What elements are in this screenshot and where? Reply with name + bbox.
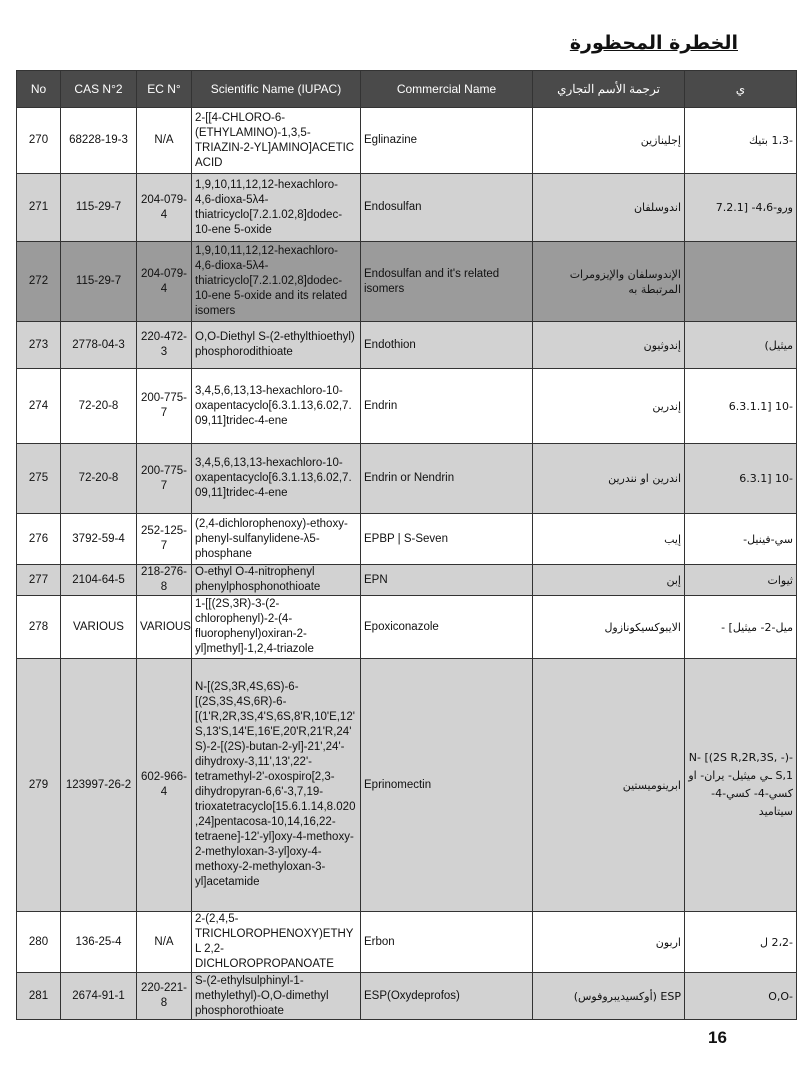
cell-ec: VARIOUS	[137, 596, 192, 659]
cell-arabic-name: اندوسلفان	[533, 174, 685, 242]
cell-scientific-name: 1,9,10,11,12,12-hexachloro-4,6-dioxa-5λ4-thiatricyclo[7.2.1.02,8]dodec-10-ene 5-oxide and its related isomers	[192, 242, 361, 322]
cell-scientific-name: (2,4-dichlorophenoxy)-ethoxy-phenyl-sulfanylidene-λ5-phosphane	[192, 514, 361, 565]
cell-no: 280	[17, 912, 61, 973]
table-row	[17, 596, 797, 659]
cell-ec: 204-079-4	[137, 242, 192, 322]
cell-ec: N/A	[137, 912, 192, 973]
cell-cas: 2104-64-5	[61, 565, 137, 596]
cell-cut-text: -10 [6.3.1.1	[685, 369, 797, 444]
header-no: No	[17, 71, 61, 108]
header-cut-column: ي	[685, 71, 797, 108]
cell-cas: 136-25-4	[61, 912, 137, 973]
cell-cut-text: ميل-2- ميثيل] -	[685, 596, 797, 659]
cell-arabic-name: ESP (أوكسيديبروفوس)	[533, 973, 685, 1020]
cell-scientific-name: 3,4,5,6,13,13-hexachloro-10-oxapentacyclo[6.3.1.13,6.02,7.09,11]tridec-4-ene	[192, 444, 361, 514]
table-row	[17, 322, 797, 369]
table-row	[17, 444, 797, 514]
header-arabic-name: ترجمة الأسم التجاري	[533, 71, 685, 108]
cell-cut-text: -O,O	[685, 973, 797, 1020]
cell-cut-text: -10 [6.3.1	[685, 444, 797, 514]
cell-no: 274	[17, 369, 61, 444]
cell-cas: 2778-04-3	[61, 322, 137, 369]
cell-arabic-name: الايبوكسيكونازول	[533, 596, 685, 659]
table-row	[17, 369, 797, 444]
cell-commercial-name: Eprinomectin	[361, 659, 533, 912]
cell-cas: 2674-91-1	[61, 973, 137, 1020]
cell-cut-text: -2،2 ل	[685, 912, 797, 973]
cell-no: 273	[17, 322, 61, 369]
cell-no: 277	[17, 565, 61, 596]
cell-commercial-name: Endrin or Nendrin	[361, 444, 533, 514]
cell-scientific-name: 2-(2,4,5-TRICHLOROPHENOXY)ETHYL 2,2-DICHLOROPROPANOATE	[192, 912, 361, 973]
table-row	[17, 659, 797, 912]
cell-scientific-name: O-ethyl O-4-nitrophenyl phenylphosphonothioate	[192, 565, 361, 596]
cell-cut-text: سي-فينيل-	[685, 514, 797, 565]
cell-scientific-name: 1,9,10,11,12,12-hexachloro-4,6-dioxa-5λ4-thiatricyclo[7.2.1.02,8]dodec-10-ene 5-oxide	[192, 174, 361, 242]
cell-cas: 72-20-8	[61, 369, 137, 444]
header-cas: CAS N°2	[61, 71, 137, 108]
cell-arabic-name: إجلينازين	[533, 108, 685, 174]
cell-arabic-name: اندرين او نندرين	[533, 444, 685, 514]
cell-cut-text: ورو-4،6- [7.2.1	[685, 174, 797, 242]
cell-no: 276	[17, 514, 61, 565]
table-header-row	[17, 71, 797, 108]
cell-commercial-name: Endosulfan	[361, 174, 533, 242]
cell-cut-text: -(N- [(2S R,2R,3S, -S,1 ـي ميثيل- يران- او كسي-4- كسي-4- سيتاميد	[685, 659, 797, 912]
cell-no: 279	[17, 659, 61, 912]
cell-ec: 220-221-8	[137, 973, 192, 1020]
cell-arabic-name: إيب	[533, 514, 685, 565]
cell-scientific-name: 1-[[(2S,3R)-3-(2-chlorophenyl)-2-(4-fluorophenyl)oxiran-2-yl]methyl]-1,2,4-triazole	[192, 596, 361, 659]
cell-no: 271	[17, 174, 61, 242]
cell-ec: 200-775-7	[137, 369, 192, 444]
header-ec: EC N°	[137, 71, 192, 108]
cell-cut-text: -1،3 بتيك	[685, 108, 797, 174]
cell-commercial-name: Erbon	[361, 912, 533, 973]
cell-arabic-name: إندرين	[533, 369, 685, 444]
cell-cas: 3792-59-4	[61, 514, 137, 565]
cell-ec: 252-125-7	[137, 514, 192, 565]
cell-commercial-name: Endosulfan and it's related isomers	[361, 242, 533, 322]
header-scientific-name: Scientific Name (IUPAC)	[192, 71, 361, 108]
cell-ec: 200-775-7	[137, 444, 192, 514]
cell-arabic-name: الإندوسلفان والإيزومرات المرتبطة به	[533, 242, 685, 322]
cell-commercial-name: Endrin	[361, 369, 533, 444]
table-row	[17, 108, 797, 174]
cell-ec: 204-079-4	[137, 174, 192, 242]
cell-scientific-name: 2-[[4-CHLORO-6-(ETHYLAMINO)-1,3,5-TRIAZIN-2-YL]AMINO]ACETIC ACID	[192, 108, 361, 174]
cell-arabic-name: اربون	[533, 912, 685, 973]
substances-table-wrapper	[16, 70, 793, 1020]
cell-arabic-name: ابرينوميستين	[533, 659, 685, 912]
cell-scientific-name: O,O-Diethyl S-(2-ethylthioethyl) phosphorodithioate	[192, 322, 361, 369]
cell-cas: 115-29-7	[61, 242, 137, 322]
table-row	[17, 242, 797, 322]
table-row	[17, 973, 797, 1020]
cell-commercial-name: EPBP | S-Seven	[361, 514, 533, 565]
cell-commercial-name: Eglinazine	[361, 108, 533, 174]
substances-table	[16, 70, 797, 1020]
cell-commercial-name: Epoxiconazole	[361, 596, 533, 659]
cell-no: 272	[17, 242, 61, 322]
cell-arabic-name: إندوثيون	[533, 322, 685, 369]
cell-cut-text	[685, 242, 797, 322]
cell-commercial-name: ESP(Oxydeprofos)	[361, 973, 533, 1020]
cell-no: 278	[17, 596, 61, 659]
cell-ec: N/A	[137, 108, 192, 174]
table-row	[17, 514, 797, 565]
table-row	[17, 565, 797, 596]
cell-scientific-name: S-(2-ethylsulphinyl-1-methylethyl)-O,O-dimethyl phosphorothioate	[192, 973, 361, 1020]
table-row	[17, 912, 797, 973]
cell-no: 275	[17, 444, 61, 514]
cell-scientific-name: N-[(2S,3R,4S,6S)-6-[(2S,3S,4S,6R)-6-[(1'R,2R,3S,4'S,6S,8'R,10'E,12'S,13'S,14'E,16'E,20'R,21'R,24'S)-2-[(2S)-butan-2-yl]-21',24'-dihydroxy-3,11',13',22'-tetramethyl-2'-oxospiro[2,3-dihydropyran-6,6'-3,7,19-trioxatetracyclo[15.6.1.14,8.020,24]pentacosa-10,14,16,22-tetraene]-12'-yl]oxy-4-methoxy-2-methyloxan-3-yl]oxy-4-methoxy-2-methyloxan-3-yl]acetamide	[192, 659, 361, 912]
cell-no: 281	[17, 973, 61, 1020]
page-title: الخطرة المحظورة	[569, 32, 738, 54]
cell-commercial-name: Endothion	[361, 322, 533, 369]
table-row	[17, 174, 797, 242]
cell-no: 270	[17, 108, 61, 174]
cell-cas: 68228-19-3	[61, 108, 137, 174]
cell-cas: 123997-26-2	[61, 659, 137, 912]
cell-cas: VARIOUS	[61, 596, 137, 659]
page-number: 16	[708, 1028, 727, 1047]
cell-ec: 218-276-8	[137, 565, 192, 596]
cell-ec: 220-472-3	[137, 322, 192, 369]
header-commercial-name: Commercial Name	[361, 71, 533, 108]
cell-arabic-name: إبن	[533, 565, 685, 596]
cell-cut-text: ثيوات	[685, 565, 797, 596]
cell-scientific-name: 3,4,5,6,13,13-hexachloro-10-oxapentacyclo[6.3.1.13,6.02,7.09,11]tridec-4-ene	[192, 369, 361, 444]
cell-cas: 72-20-8	[61, 444, 137, 514]
cell-ec: 602-966-4	[137, 659, 192, 912]
cell-cut-text: ميثيل)	[685, 322, 797, 369]
cell-cas: 115-29-7	[61, 174, 137, 242]
cell-commercial-name: EPN	[361, 565, 533, 596]
